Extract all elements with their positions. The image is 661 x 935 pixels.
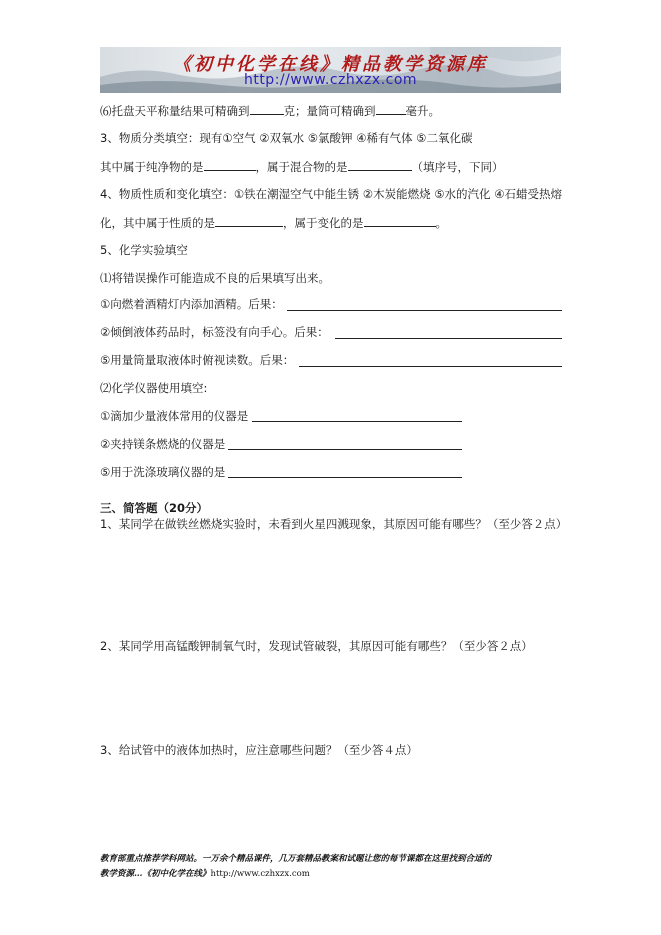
q3-text-c: （填序号，下同） xyxy=(411,160,504,174)
q3-text-b: ，属于混合物的是 xyxy=(255,160,348,174)
q6-blank-2[interactable] xyxy=(376,102,406,115)
header-banner xyxy=(100,47,561,93)
section3-heading: 三、简答题（20分） xyxy=(100,501,209,515)
q4-blank-2[interactable] xyxy=(364,214,436,227)
q5-title: 5、化学实验填空 xyxy=(100,243,188,257)
footer-line-2 xyxy=(100,867,570,882)
q4-text-b: ，属于变化的是 xyxy=(283,216,364,230)
q5-answer-line-3[interactable] xyxy=(299,366,562,367)
q5-item-3: ⑤用量筒量取液体时俯视读数。后果： xyxy=(100,353,295,367)
q5-instrument-line-3[interactable] xyxy=(228,477,462,478)
q4-text-a: 化，其中属于性质的是 xyxy=(100,216,215,230)
q4-text-c: 。 xyxy=(435,216,447,230)
footer xyxy=(100,852,570,882)
q5-item-2: ②倾倒液体药品时，标签没有向手心。后果： xyxy=(100,325,329,339)
q6-text-b: 克；量筒可精确到 xyxy=(283,104,376,118)
section3-question-1: 1、某同学在做铁丝燃烧实验时，未看到火星四溅现象，其原因可能有哪些？（至少答２点） xyxy=(100,517,568,531)
q4-line2 xyxy=(100,214,447,231)
q3-blank-1[interactable] xyxy=(204,158,256,171)
q3-line1: 3、物质分类填空：现有①空气 ②双氧水 ⑤氯酸钾 ④稀有气体 ⑤二氧化碳 xyxy=(100,131,473,145)
section3-question-3: 3、给试管中的液体加热时，应注意哪些问题？（至少答４点） xyxy=(100,743,418,757)
q3-blank-2[interactable] xyxy=(348,158,412,171)
q3-line2 xyxy=(100,158,504,175)
q5-answer-line-1[interactable] xyxy=(287,310,562,311)
banner-url[interactable]: http://www.czhxzx.com xyxy=(243,72,418,88)
q6-line xyxy=(100,102,440,119)
section3-question-2: 2、某同学用高锰酸钾制氧气时，发现试管破裂，其原因可能有哪些？（至少答２点） xyxy=(100,639,533,653)
q5-answer-line-2[interactable] xyxy=(335,338,562,339)
q5-instrument-line-1[interactable] xyxy=(252,421,462,422)
q5-sub1: ⑴将错误操作可能造成不良的后果填写出来。 xyxy=(100,271,330,285)
q5-sub2: ⑵化学仪器使用填空: xyxy=(100,381,208,395)
q4-line1: 4、物质性质和变化填空：①铁在潮湿空气中能生锈 ②木炭能燃烧 ⑤水的汽化 ④石蜡受热熔 xyxy=(100,187,563,201)
q5-instrument-line-2[interactable] xyxy=(228,449,462,450)
footer-line-1: 教育部重点推荐学科网站。一万余个精品课件，几万套精品教案和试题让您的每节课都在这里找到合适的 xyxy=(100,854,492,864)
q6-blank-1[interactable] xyxy=(250,102,284,115)
q5-instrument-3: ⑤用于洗涤玻璃仪器的是 xyxy=(100,465,226,479)
banner-title: 《初中化学在线》精品教学资源库 xyxy=(173,54,488,75)
q4-blank-1[interactable] xyxy=(215,214,283,227)
q3-text-a: 其中属于纯净物的是 xyxy=(100,160,204,174)
q5-item-1: ①向燃着酒精灯内添加酒精。后果： xyxy=(100,297,283,311)
q5-instrument-2: ②夹持镁条燃烧的仪器是 xyxy=(100,437,226,451)
q6-text-c: 毫升。 xyxy=(405,104,440,118)
footer-url[interactable]: http://www.czhxzx.com xyxy=(210,869,310,879)
q5-instrument-1: ①滴加少量液体常用的仪器是 xyxy=(100,409,249,423)
q6-text-a: ⑹托盘天平称量结果可精确到 xyxy=(100,104,250,118)
footer-text: 教学资源…《初中化学在线》 xyxy=(100,869,211,879)
